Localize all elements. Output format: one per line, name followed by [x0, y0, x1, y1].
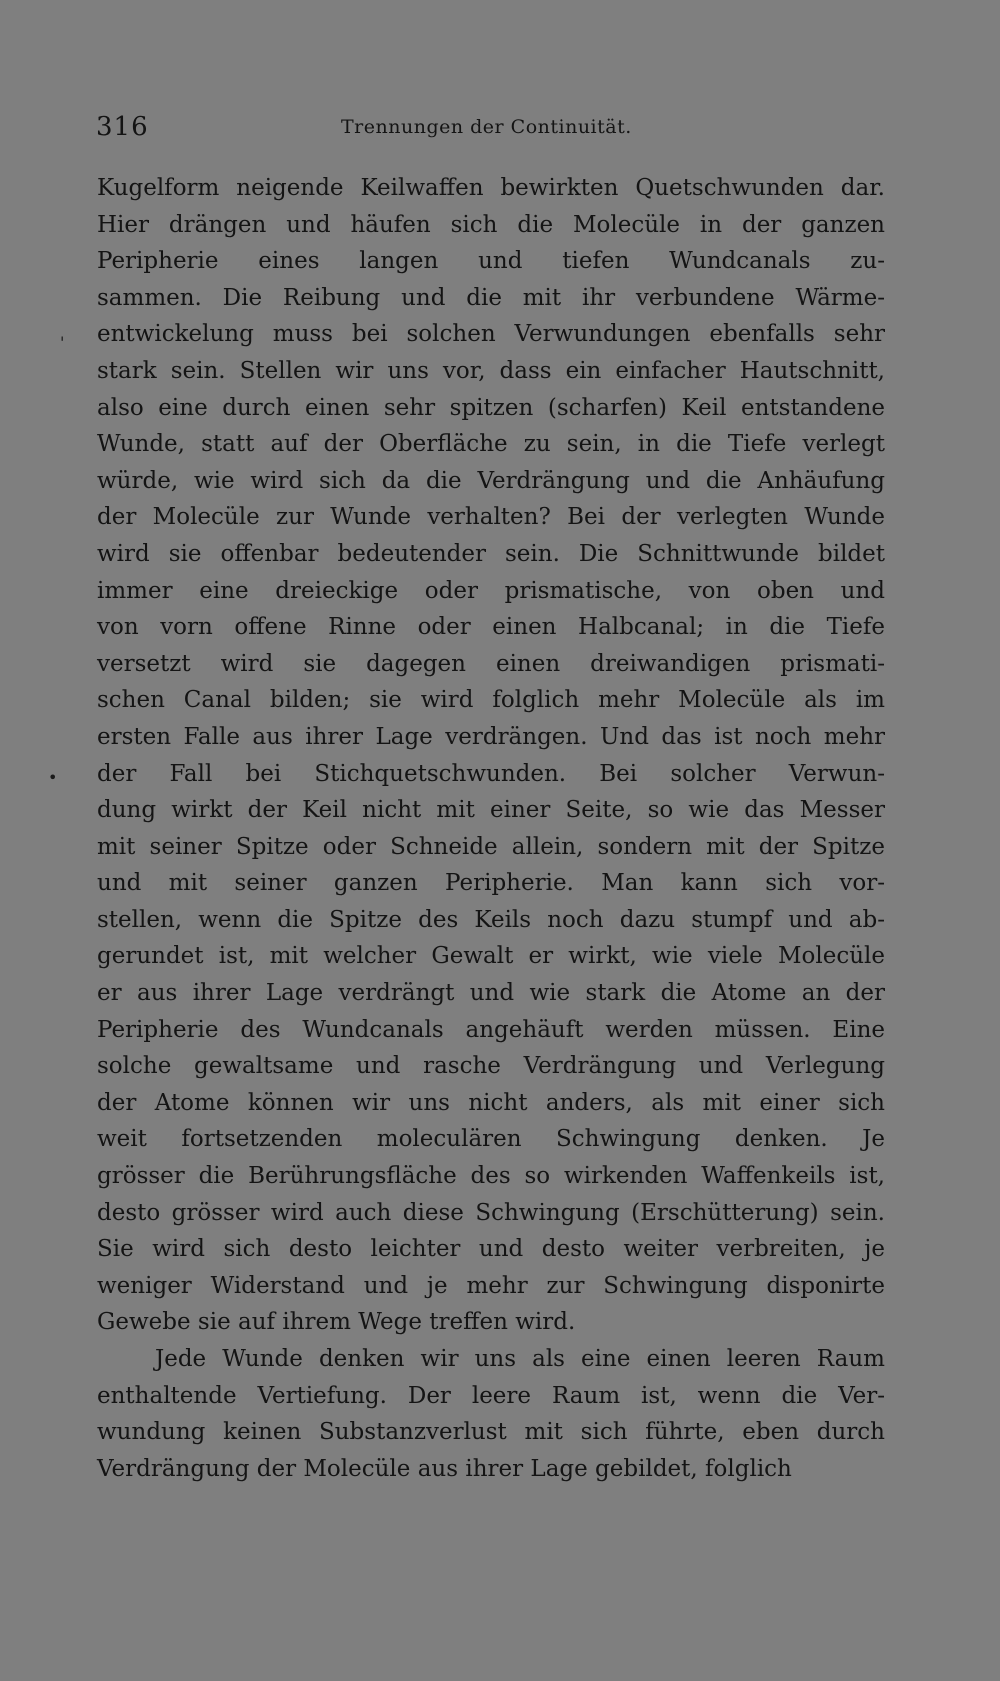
text-line: versetzt wird sie dagegen einen dreiwandigen prismati- — [97, 650, 885, 677]
text-line: Jede Wunde denken wir uns als eine einen leeren Raum — [155, 1346, 885, 1372]
paragraph — [97, 1341, 885, 1487]
text-line: also eine durch einen sehr spitzen (scharfen) Keil entstandene — [97, 394, 885, 421]
text-line: sammen. Die Reibung und die mit ihr verbundene Wärme- — [97, 284, 885, 311]
text-line: weit fortsetzenden moleculären Schwingung denken. Je — [97, 1126, 885, 1153]
text-line: dung wirkt der Keil nicht mit einer Seite, so wie das Messer — [97, 797, 885, 824]
text-line: würde, wie wird sich da die Verdrängung und die Anhäufung — [97, 467, 885, 494]
text-line: Gewebe sie auf ihrem Wege treffen wird. — [97, 1309, 576, 1336]
paragraph — [97, 170, 885, 1341]
text-line: von vorn offene Rinne oder einen Halbcanal; in die Tiefe — [97, 614, 885, 641]
text-line: schen Canal bilden; sie wird folglich mehr Molecüle als im — [97, 687, 885, 714]
text-line: enthaltende Vertiefung. Der leere Raum ist, wenn die Ver- — [97, 1382, 885, 1409]
text-line: immer eine dreieckige oder prismatische, von oben und — [97, 577, 885, 604]
text-line: Hier drängen und häufen sich die Molecüle in der ganzen — [97, 211, 885, 238]
body-text — [97, 170, 885, 1487]
text-line: desto grösser wird auch diese Schwingung (Erschütterung) sein. — [97, 1199, 885, 1226]
text-line: stellen, wenn die Spitze des Keils noch dazu stumpf und ab- — [97, 906, 885, 933]
page-header — [96, 112, 886, 148]
text-line: Verdrängung der Molecüle aus ihrer Lage gebildet, folglich — [97, 1455, 792, 1482]
text-line: der Fall bei Stichquetschwunden. Bei solcher Verwun- — [97, 760, 885, 787]
page-number: 316 — [96, 112, 149, 142]
text-line: Sie wird sich desto leichter und desto weiter verbreiten, je — [97, 1236, 885, 1263]
running-title: Trennungen der Continuität. — [341, 116, 632, 138]
text-line: Kugelform neigende Keilwaffen bewirkten Quetschwunden dar. — [97, 175, 885, 201]
text-line: weniger Widerstand und je mehr zur Schwingung disponirte — [97, 1272, 885, 1299]
text-line: grösser die Berührungsfläche des so wirkenden Waffenkeils ist, — [97, 1163, 885, 1190]
text-line: Wunde, statt auf der Oberfläche zu sein, in die Tiefe verlegt — [97, 431, 885, 458]
text-line: wundung keinen Substanzverlust mit sich führte, eben durch — [97, 1419, 885, 1446]
text-line: mit seiner Spitze oder Schneide allein, sondern mit der Spitze — [97, 833, 885, 860]
text-line: er aus ihrer Lage verdrängt und wie stark die Atome an der — [97, 980, 885, 1007]
text-line: solche gewaltsame und rasche Verdrängung und Verlegung — [97, 1053, 885, 1080]
text-line: ersten Falle aus ihrer Lage verdrängen. Und das ist noch mehr — [97, 723, 885, 750]
margin-mark: ' — [60, 333, 65, 352]
text-line: stark sein. Stellen wir uns vor, dass ein einfacher Hautschnitt, — [97, 357, 885, 384]
margin-dot: • — [48, 768, 58, 787]
text-line: wird sie offenbar bedeutender sein. Die Schnittwunde bildet — [97, 540, 885, 567]
text-line: Peripherie des Wundcanals angehäuft werden müssen. Eine — [97, 1016, 885, 1043]
text-line: Peripherie eines langen und tiefen Wundcanals zu- — [97, 248, 885, 275]
text-line: der Atome können wir uns nicht anders, als mit einer sich — [97, 1089, 885, 1116]
text-line: entwickelung muss bei solchen Verwundungen ebenfalls sehr — [97, 321, 885, 348]
text-line: gerundet ist, mit welcher Gewalt er wirkt, wie viele Molecüle — [97, 943, 885, 970]
text-line: und mit seiner ganzen Peripherie. Man kann sich vor- — [97, 870, 885, 897]
text-line: der Molecüle zur Wunde verhalten? Bei der verlegten Wunde — [97, 504, 885, 531]
